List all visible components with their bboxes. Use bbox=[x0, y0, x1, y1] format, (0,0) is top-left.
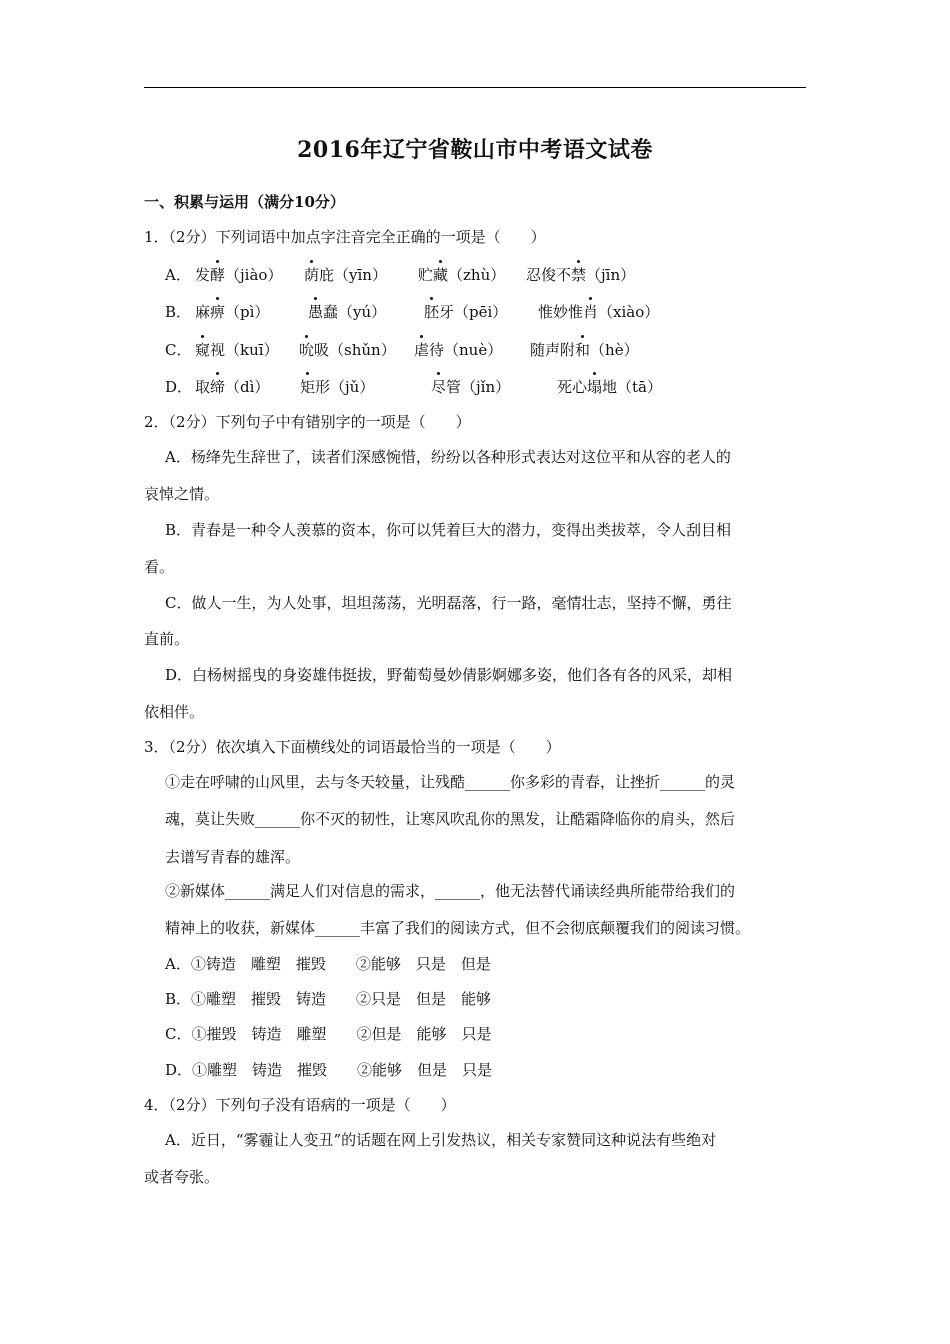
option-label: B． bbox=[165, 303, 192, 321]
q3-stem: 3．（2分）依次填入下面横线处的词语最恰当的一项是（ ） bbox=[144, 738, 561, 756]
q2-stem: 2．（2分）下列句子中有错别字的一项是（ ） bbox=[144, 413, 471, 431]
q1-d-item-1: 取缔（dì） bbox=[195, 378, 270, 396]
option-label: D． bbox=[165, 378, 193, 396]
q1-option-b bbox=[165, 302, 725, 322]
q3-option-d: D．①雕塑 铸造 摧毁 ②能够 但是 只是 bbox=[165, 1061, 493, 1079]
q3-passage-2: ②新媒体______满足人们对信息的需求，______，他无法替代诵读经典所能带给我们的 bbox=[165, 882, 736, 900]
q1-c-item-3: 虐待（nuè） bbox=[414, 341, 503, 359]
q2-option-c-cont: 直前。 bbox=[144, 630, 190, 648]
q3-option-c: C．①摧毁 铸造 雕塑 ②但是 能够 只是 bbox=[165, 1025, 492, 1043]
section-heading: 一、积累与运用（满分10分） bbox=[144, 193, 345, 211]
q1-b-item-2: 愚蠢（yú） bbox=[308, 303, 387, 321]
q1-d-item-2: 矩形（jǔ） bbox=[300, 378, 375, 396]
q4-option-a-cont: 或者夸张。 bbox=[144, 1168, 220, 1186]
q2-option-a: A．杨绛先生辞世了，读者们深感惋惜，纷纷以各种形式表达对这位平和从容的老人的 bbox=[165, 448, 731, 466]
q1-b-item-1: 麻痹（pì） bbox=[195, 303, 270, 321]
q1-c-item-4: 随声附和（hè） bbox=[530, 341, 639, 359]
q2-option-a-cont: 哀悼之情。 bbox=[144, 485, 220, 503]
q2-option-d-cont: 依相伴。 bbox=[144, 703, 205, 721]
q3-passage-1-cont: 魂，莫让失败______你不灭的韧性，让寒风吹乱你的黑发，让酷霜降临你的肩头，然后 bbox=[165, 810, 736, 828]
q1-option-c bbox=[165, 340, 725, 360]
q1-b-item-3: 胚牙（pēi） bbox=[424, 303, 508, 321]
q1-c-item-1: 窥视（kuī） bbox=[195, 341, 279, 359]
q1-d-item-4: 死心塌地（tā） bbox=[557, 378, 663, 396]
q1-a-item-2: 荫庇（yīn） bbox=[304, 266, 387, 284]
q2-option-b: B．青春是一种令人羡慕的资本，你可以凭着巨大的潜力，变得出类拔萃，令人刮目相 bbox=[165, 521, 732, 539]
header-rule bbox=[144, 87, 806, 88]
q2-option-b-cont: 看。 bbox=[144, 558, 175, 576]
page-title: 2016年辽宁省鞍山市中考语文试卷 bbox=[297, 137, 653, 163]
q3-passage-1: ①走在呼啸的山风里，去与冬天较量，让残酷______你多彩的青春，让挫折______的灵 bbox=[165, 773, 736, 791]
q3-option-a: A．①铸造 雕塑 摧毁 ②能够 只是 但是 bbox=[165, 955, 491, 973]
option-label: A． bbox=[165, 266, 191, 284]
q1-a-item-4: 忍俊不禁（jīn） bbox=[526, 266, 636, 284]
q1-d-item-3: 尽管（jǐn） bbox=[431, 378, 511, 396]
q3-passage-1-end: 去谱写青春的雄浑。 bbox=[165, 848, 301, 866]
q2-option-c: C．做人一生，为人处事，坦坦荡荡，光明磊落，行一路，毫情壮志，坚持不懈，勇往 bbox=[165, 594, 732, 612]
q4-option-a: A．近日，“雾霾让人变丑”的话题在网上引发热议，相关专家赞同这种说法有些绝对 bbox=[165, 1131, 717, 1149]
q1-option-a bbox=[165, 265, 725, 285]
q1-stem: 1．（2分）下列词语中加点字注音完全正确的一项是（ ） bbox=[144, 228, 546, 246]
q1-a-item-3: 贮藏（zhù） bbox=[418, 266, 506, 284]
q2-option-d: D．白杨树摇曳的身姿雄伟挺拔，野葡萄曼妙倩影婀娜多姿，他们各有各的风采，却相 bbox=[165, 666, 733, 684]
q3-option-b: B．①雕塑 摧毁 铸造 ②只是 但是 能够 bbox=[165, 990, 492, 1008]
q3-passage-2-cont: 精神上的收获，新媒体______丰富了我们的阅读方式，但不会彻底颠覆我们的阅读习惯。 bbox=[165, 919, 751, 937]
q1-b-item-4: 惟妙惟肖（xiào） bbox=[538, 303, 660, 321]
option-label: C． bbox=[165, 341, 192, 359]
q1-a-item-1: 发酵（jiào） bbox=[195, 266, 283, 284]
q1-option-d bbox=[165, 377, 725, 397]
q4-stem: 4．（2分）下列句子没有语病的一项是（ ） bbox=[144, 1096, 456, 1114]
q1-c-item-2: 吮吸（shǔn） bbox=[299, 341, 396, 359]
